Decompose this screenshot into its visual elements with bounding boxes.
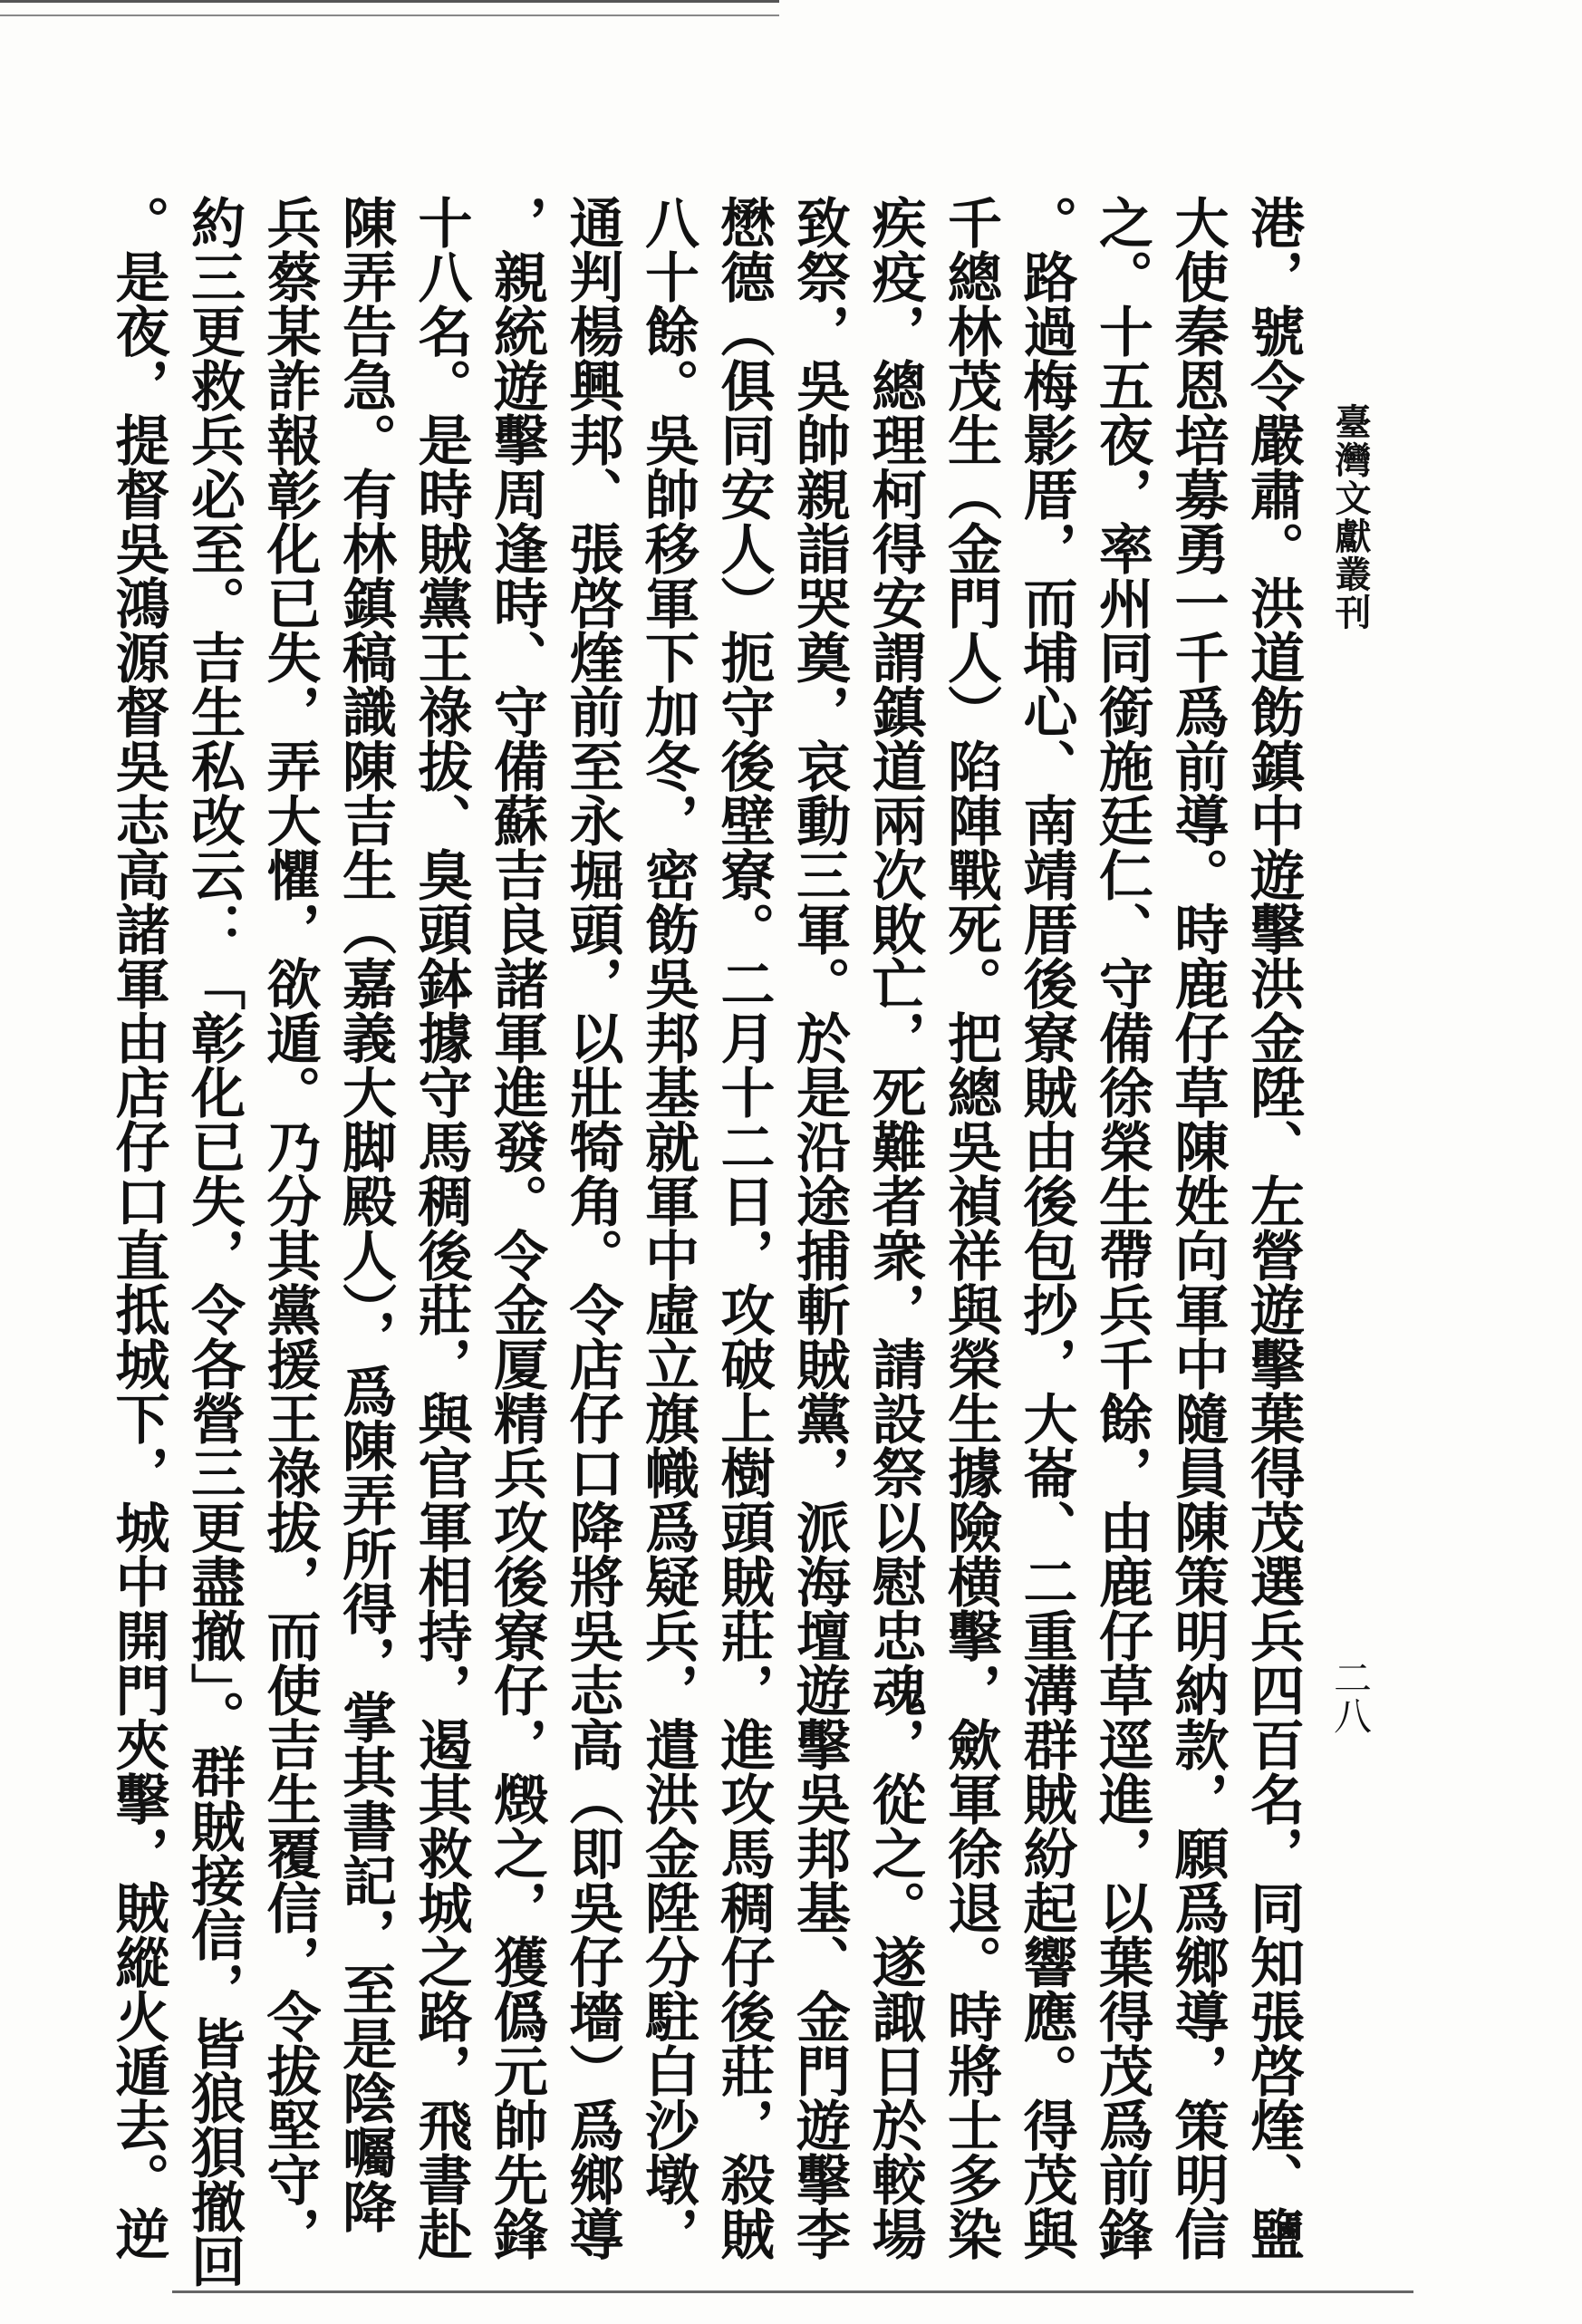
body-text xyxy=(106,195,1310,2288)
text-column: 約三更救兵必至。吉生私改云：「彰化已失，令各營三更盡撤」。群賊接信，皆狼狽撤回 xyxy=(182,195,246,2288)
text-column: 疾疫，總理柯得安謂鎮道兩次敗亡，死難者衆，請設祭以慰忠魂，從之。遂諏日於較場 xyxy=(863,195,927,2261)
text-column: 千總林茂生（金門人）陷陣戰死。把總吳禎祥與榮生據險横擊，歛軍徐退。時將士多染 xyxy=(939,195,1002,2261)
text-column: ，親統遊擊周逢時、守備蘇吉良諸軍進發。令金厦精兵攻後寮仔，燬之，獲僞元帥先鋒 xyxy=(485,195,548,2261)
text-column: 八十餘。吳帥移軍下加冬，密飭吳邦基就軍中虛立旗幟爲疑兵，遣洪金陞分駐白沙墩， xyxy=(636,195,699,2261)
text-column: 。是夜，提督吳鴻源督吳志高諸軍由店仔口直抵城下，城中開門夾擊，賊縱火遁去。逆 xyxy=(106,195,170,2261)
text-column: 陳弄告急。有林鎮稿識陳吉生（嘉義大脚殿人），爲陳弄所得，掌其書記，至是陰囑降 xyxy=(333,195,397,2233)
scan-edge-top-inner xyxy=(0,14,779,16)
running-title: 臺灣文獻叢刊 xyxy=(1329,403,1372,632)
text-column: 通判楊興邦、張啓煃前至永堀頭，以壯犄角。令店仔口降將吳志高（即吳仔墻）爲鄉導 xyxy=(560,195,624,2261)
text-column: 大使秦恩培募勇一千爲前導。時鹿仔草陳姓向軍中隨員陳策明納款，願爲鄉導，策明信 xyxy=(1165,195,1230,2261)
text-column: 兵蔡某詐報彰化已失，弄大懼，欲遁。乃分其黨援王祿拔，而使吉生覆信，令拔堅守， xyxy=(257,195,322,2261)
scan-edge-bottom xyxy=(172,2290,1413,2293)
text-column: 致祭，吳帥親詣哭奠，哀動三軍。於是沿途捕斬賊黨，派海壇遊擊吳邦基、金門遊擊李 xyxy=(787,195,851,2261)
page-number: 二八 xyxy=(1328,1658,1373,1734)
text-column: 懋德（俱同安人）扼守後壁寮。二月十二日，攻破上樹頭賊莊，進攻馬稠仔後莊，殺賊 xyxy=(711,195,776,2261)
scan-edge-top xyxy=(0,0,779,3)
text-column: 。路過梅影厝，而埔心、南靖厝後寮賊由後包抄，大崙、二重溝群賊紛起響應。得茂與 xyxy=(1014,195,1078,2261)
text-column: 之。十五夜，率州同銜施廷仁、守備徐榮生帶兵千餘，由鹿仔草逕進，以葉得茂爲前鋒 xyxy=(1090,195,1153,2261)
text-column: 十八名。是時賊黨王祿拔、臭頭鉢據守馬稠後莊，與官軍相持，遏其救城之路，飛書赴 xyxy=(409,195,473,2261)
text-column: 港，號令嚴肅。洪道飭鎮中遊擊洪金陞、左營遊擊葉得茂選兵四百名，同知張啓煃、鹽 xyxy=(1241,195,1305,2261)
